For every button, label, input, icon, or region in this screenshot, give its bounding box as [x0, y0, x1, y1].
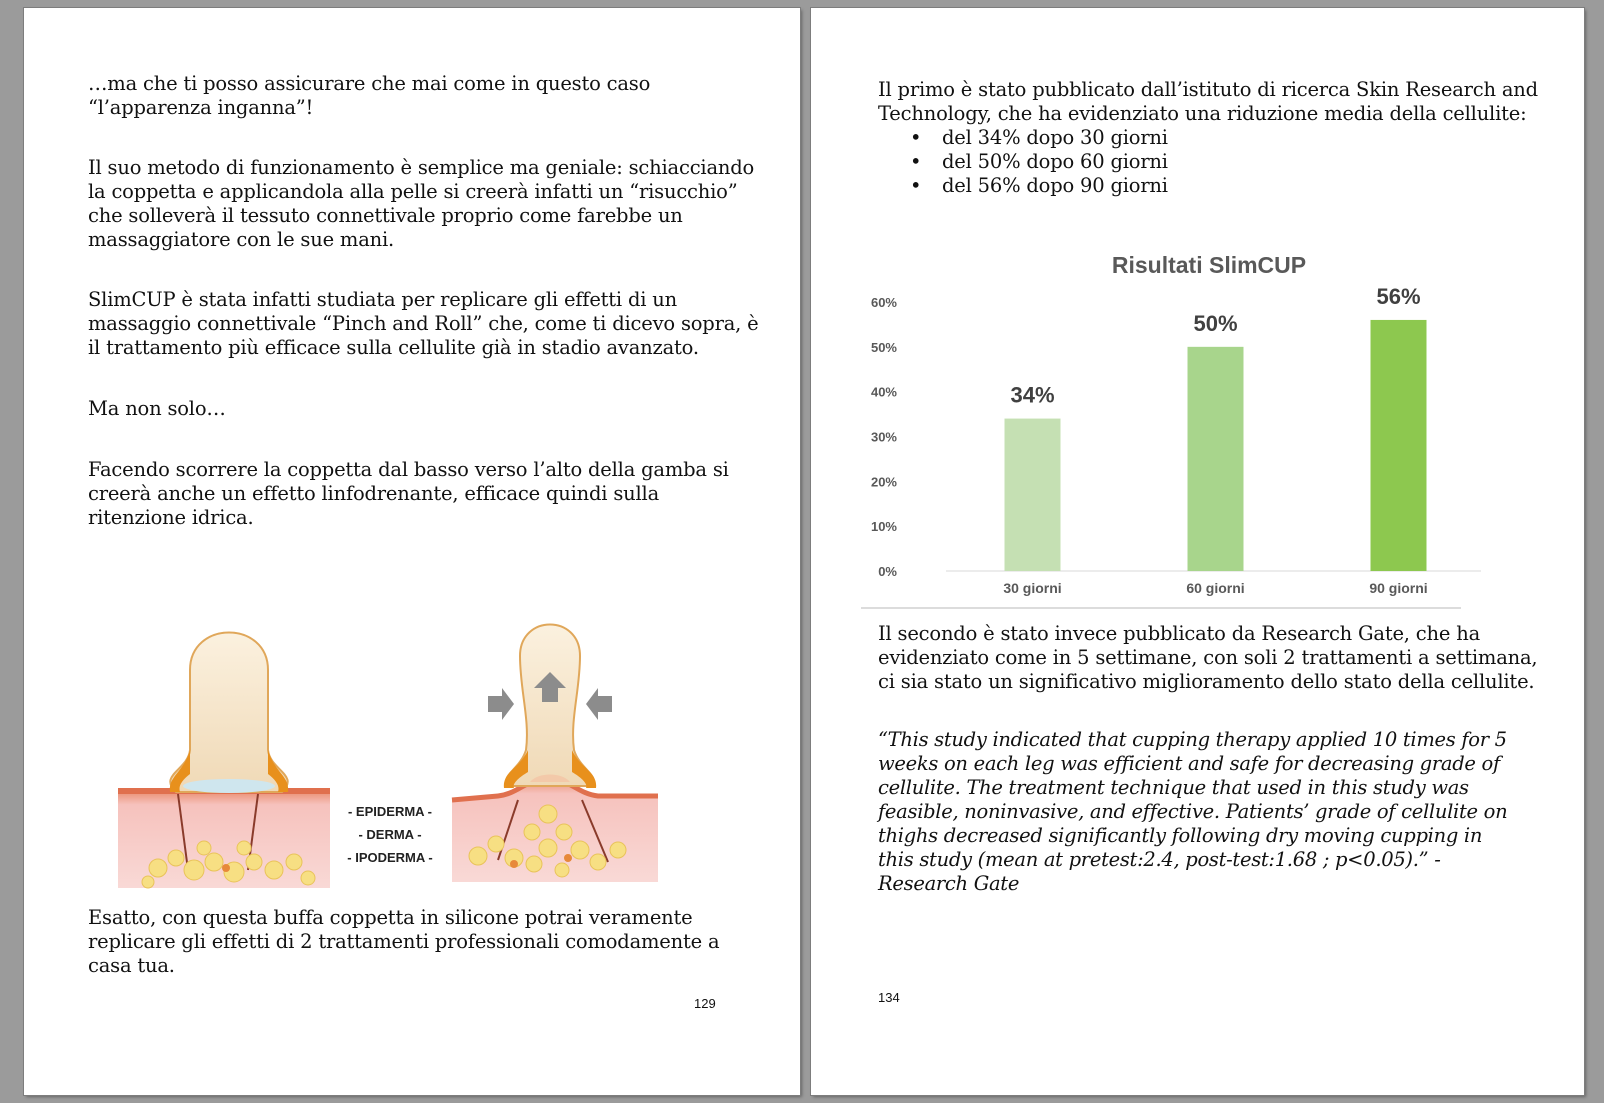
bar: [1371, 320, 1427, 571]
list-item: • del 56% dopo 90 giorni: [878, 174, 1168, 198]
paragraph: Ma non solo…: [88, 397, 226, 420]
label-derma: - DERMA -: [358, 827, 422, 842]
paragraph: Facendo scorrere la coppetta dal basso verso l’alto della gamba si creerà anche un effetto linfodrenante, efficace quindi sulla ritenzione idrica.: [88, 458, 729, 529]
research-quote: “This study indicated that cupping therapy applied 10 times for 5 weeks on each leg was efficient and safe for decreasing grade of cellulite. The treatment technique that used in this study was feasible, noninvasive, and effective. Patients’ grade of cellulite on thighs decreased significantly following dry moving cupping in this study (mean at pretest:2.4, post-test:1.68 ; p<0.05).” - Research Gate: [878, 728, 1508, 895]
list-item: • del 50% dopo 60 giorni: [878, 150, 1168, 174]
y-tick-label: 10%: [870, 519, 897, 535]
y-tick-label: 40%: [870, 384, 897, 400]
label-ipoderma: - IPODERMA -: [347, 850, 433, 865]
paragraph: …ma che ti posso assicurare che mai come in questo caso “l’apparenza inganna”!: [88, 72, 651, 119]
skin-diagram-right: [452, 625, 658, 883]
bar: [1188, 347, 1244, 571]
data-label: 50%: [1193, 310, 1238, 336]
chart-title: Risultati SlimCUP: [1111, 252, 1307, 278]
bar: [1005, 419, 1061, 571]
page-number: 129: [694, 996, 716, 1011]
second-paragraph: Il secondo è stato invece pubblicato da Research Gate, che ha evidenziato come in 5 settimane, con soli 2 trattamenti a settimana, ci sia stato un significativo miglioramento dello stato della cellulite.: [878, 622, 1538, 693]
y-tick-label: 0%: [878, 564, 897, 579]
cupping-illustration: [118, 600, 668, 900]
right-page: [811, 8, 1584, 1095]
paragraph: Il suo metodo di funzionamento è semplice ma geniale: schiacciando la coppetta e applicandola alla pelle si creerà infatti un “risucchio” che solleverà il tessuto connettivale proprio come farebbe un massaggiatore con le sue mani.: [88, 156, 755, 251]
intro-paragraph: Il primo è stato pubblicato dall’istituto di ricerca Skin Research and Technology, che ha evidenziato una riduzione media della cellulite:: [878, 78, 1538, 125]
y-tick-label: 60%: [870, 295, 897, 310]
y-tick-label: 20%: [870, 474, 897, 490]
x-tick-label: 90 giorni: [1369, 580, 1428, 596]
x-tick-label: 30 giorni: [1003, 580, 1062, 596]
skin-diagram-left: [118, 633, 330, 889]
left-page: [24, 8, 800, 1095]
arrow-right-icon: [488, 688, 514, 720]
page-number: 134: [878, 990, 900, 1005]
results-list: [878, 126, 1168, 198]
y-tick-label: 50%: [870, 339, 897, 355]
closing-paragraph: Esatto, con questa buffa coppetta in silicone potrai veramente replicare gli effetti di 2 trattamenti professionali comodamente a casa tua.: [88, 906, 720, 977]
y-tick-label: 30%: [870, 429, 897, 445]
list-item: • del 34% dopo 30 giorni: [878, 126, 1168, 150]
x-tick-label: 60 giorni: [1186, 580, 1245, 596]
arrow-left-icon: [586, 688, 612, 720]
data-label: 34%: [1010, 382, 1055, 408]
data-label: 56%: [1376, 283, 1421, 309]
bar-chart: [861, 244, 1481, 614]
paragraph: SlimCUP è stata infatti studiata per replicare gli effetti di un massaggio connettivale “Pinch and Roll” che, come ti dicevo sopra, è il trattamento più efficace sulla cellulite già in stadio avanzato.: [88, 288, 759, 359]
label-epiderma: - EPIDERMA -: [347, 804, 433, 819]
